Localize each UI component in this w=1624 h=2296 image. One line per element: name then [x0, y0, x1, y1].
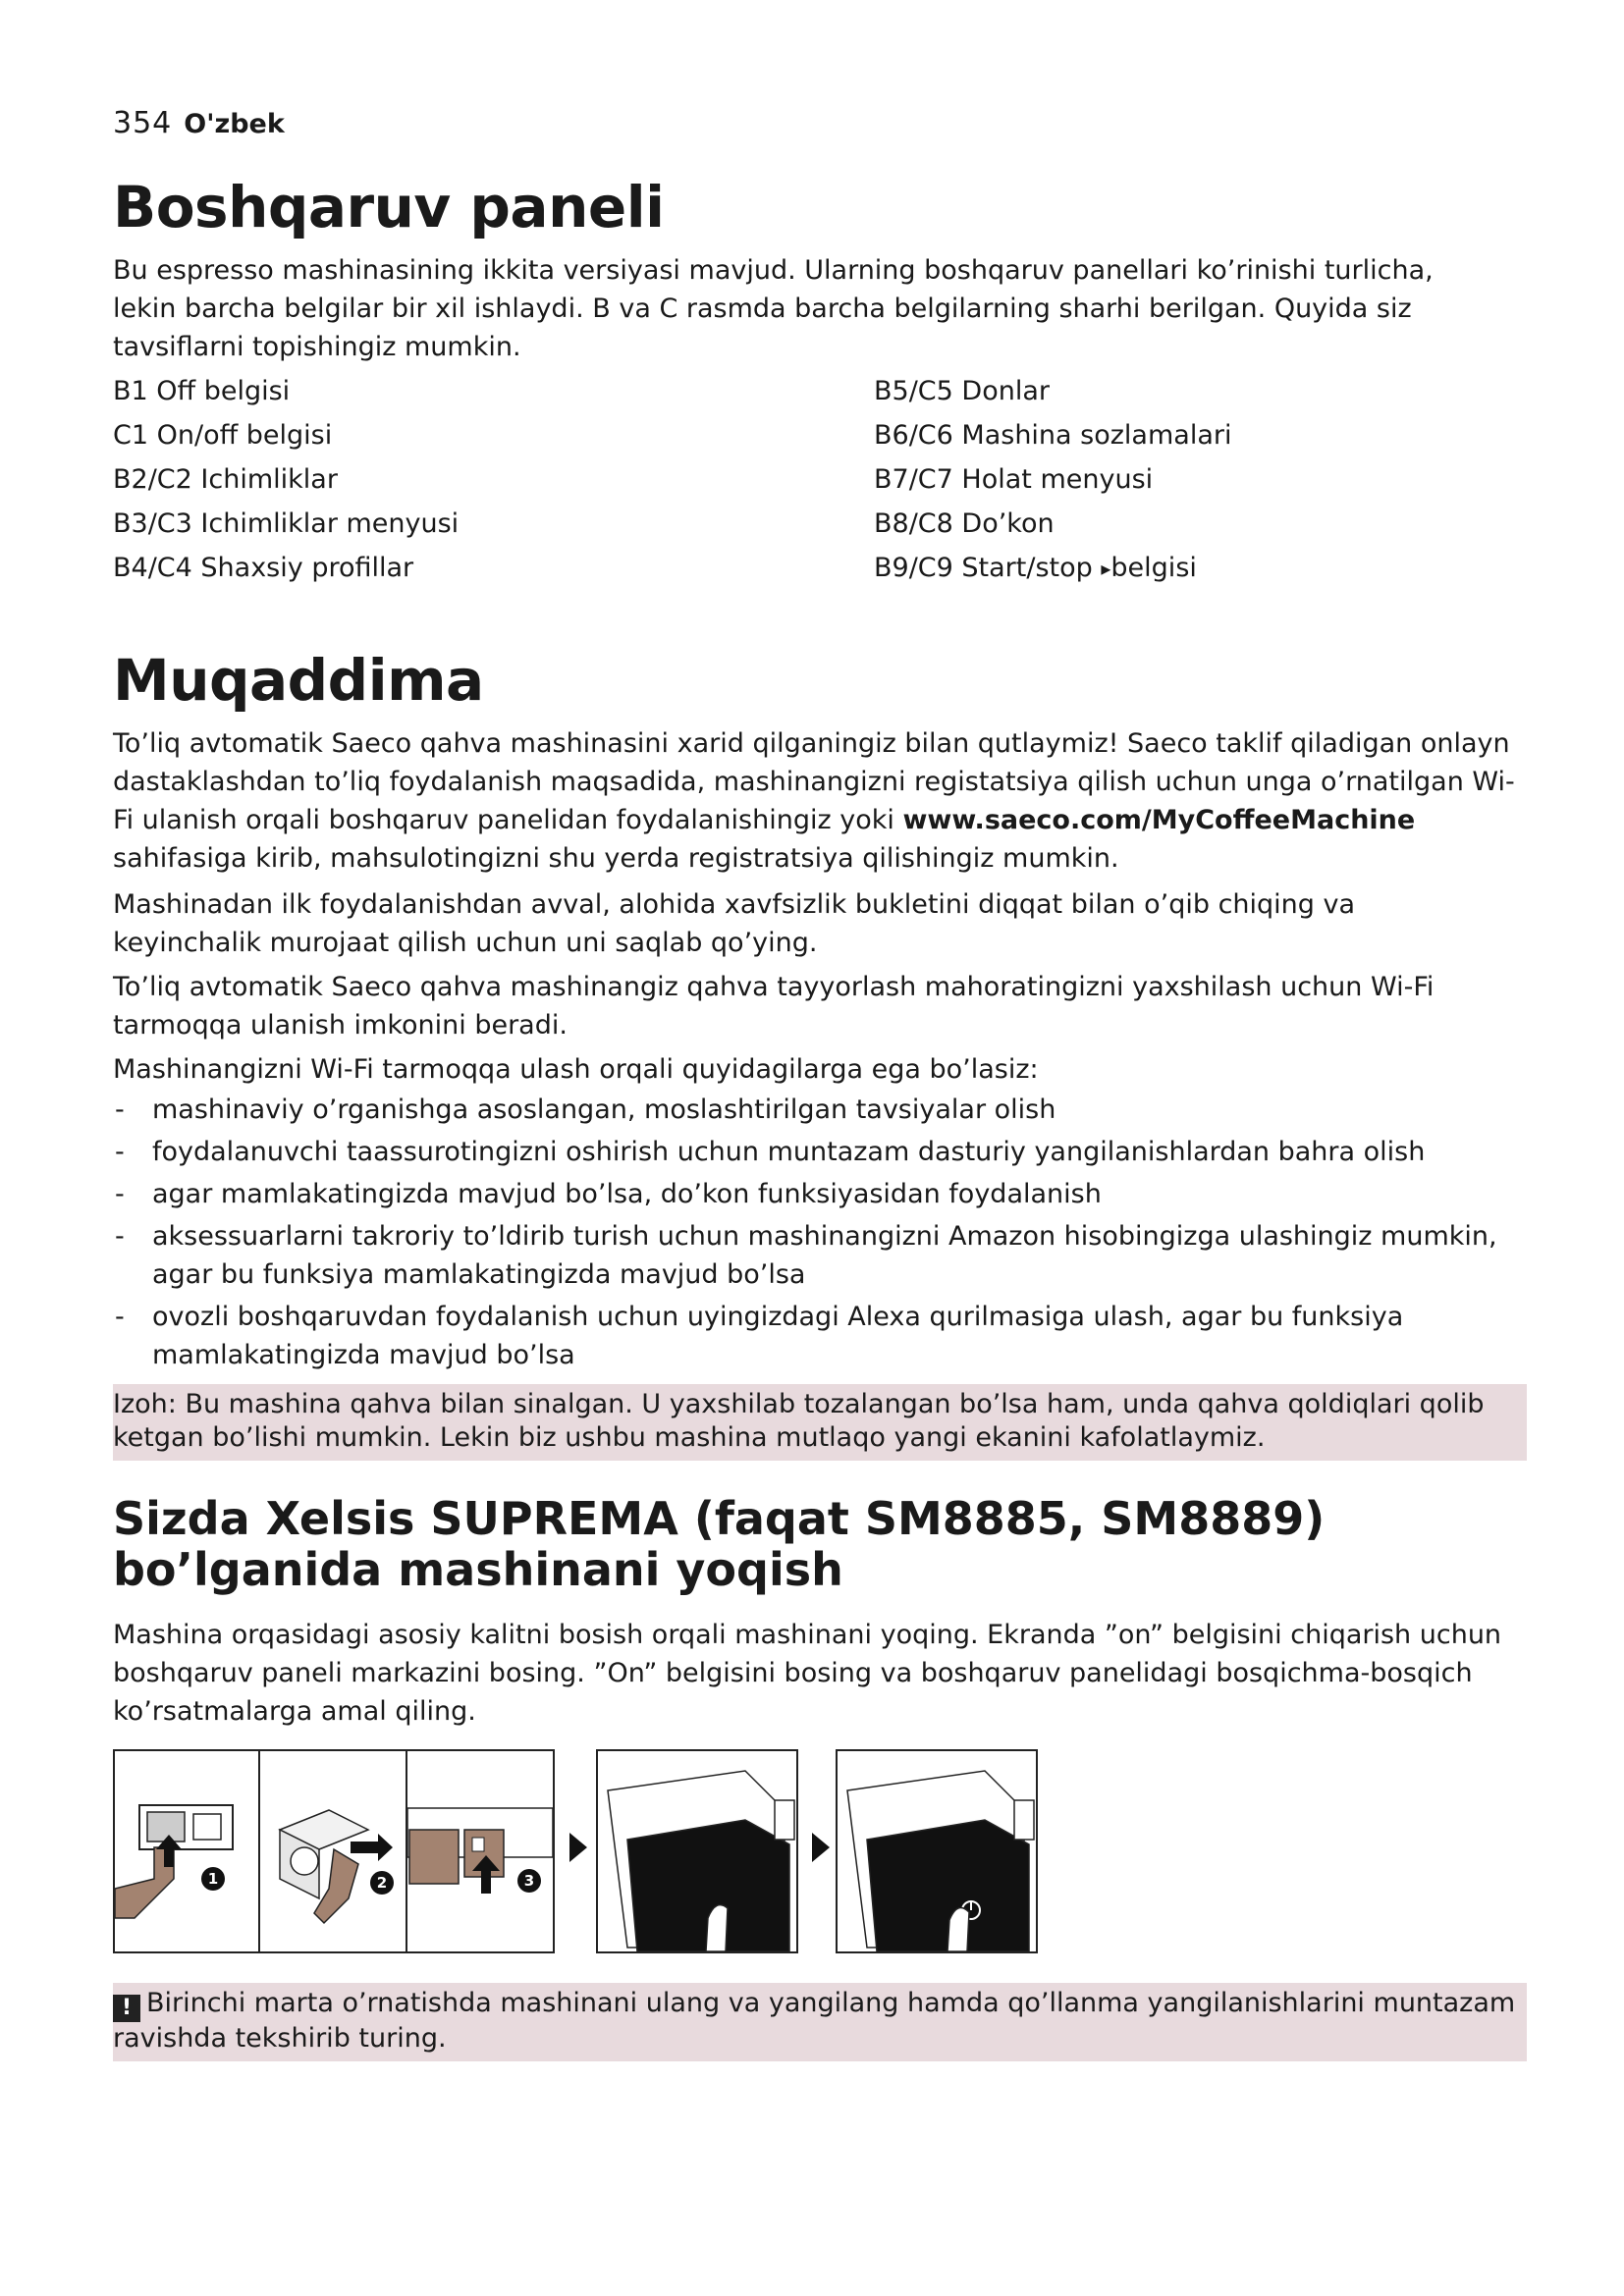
page-header: [113, 106, 285, 140]
list-item: - foydalanuvchi taassurotingizni oshirish uchun muntazam dasturiy yangilanishlardan bahra olish: [113, 1133, 1507, 1171]
section-title-switch-on: Sizda Xelsis SUPREMA (faqat SM8885, SM8889) bo’lganida mashinani yoqish: [113, 1492, 1326, 1596]
wall-plug-illustration: [260, 1751, 407, 1951]
section-title-introduction: Muqaddima: [113, 647, 484, 714]
step-panel-3: [406, 1749, 555, 1953]
legend-item: B2/C2 Ichimliklar: [113, 464, 338, 495]
on-icon-press-illustration: [838, 1751, 1036, 1951]
control-panel-press-illustration: [598, 1751, 796, 1951]
power-socket-illustration: [115, 1751, 260, 1951]
page-number: 354: [113, 106, 173, 140]
main-switch-illustration: [407, 1751, 553, 1951]
step-panel-5: [836, 1749, 1038, 1953]
intro-paragraph-1: To’liq avtomatik Saeco qahva mashinasini xarid qilganingiz bilan qutlaymiz! Saeco taklif qiladigan onlayn dastaklashdan to’liq foydalanish maqsadida, mashinangizni registatsiya qilish uchun unga o’rnatilgan Wi-Fi ulanish orqali boshqaruv panelidan foydalanishingiz yoki www.saeco.com/MyCoffeeMachine sahifasiga kirib, mahsulotingizni shu yerda registratsiya qilishingiz mumkin.: [113, 728, 1515, 874]
next-step-arrow-icon: [569, 1833, 587, 1862]
legend-item: B3/C3 Ichimliklar menyusi: [113, 508, 460, 539]
switch-on-paragraph: Mashina orqasidagi asosiy kalitni bosish orqali mashinani yoqing. Ekranda ”on” belgisini chiqarish uchun boshqaruv paneli markazini bosing. ”On” belgisini bosing va boshqaruv panelidagi bosqichma-bosqich ko’rsatmalarga amal qiling.: [113, 1620, 1502, 1727]
switch-on-illustration: [113, 1749, 1095, 1951]
step-number-badge: 1: [201, 1867, 225, 1891]
note-box: Izoh: Bu mashina qahva bilan sinalgan. U yaxshilab tozalangan bo’lsa ham, unda qahva qoldiqlari qolib ketgan bo’lishi mumkin. Lekin biz ushbu mashina mutlaqo yangi ekanini kafolatlaymiz.: [113, 1384, 1527, 1461]
language-label: O'zbek: [184, 109, 285, 139]
legend-item: B1 Off belgisi: [113, 376, 291, 406]
step-number-badge: 3: [517, 1869, 541, 1893]
list-item: - ovozli boshqaruvdan foydalanish uchun uyingizdagi Alexa qurilmasiga ulash, agar bu funksiya mamlakatingizda mavjud bo’lsa: [113, 1298, 1507, 1374]
list-item: - mashinaviy o’rganishga asoslangan, moslashtirilgan tavsiyalar olish: [113, 1091, 1507, 1129]
legend-item: C1 On/off belgisi: [113, 420, 333, 451]
intro-paragraph-2: Mashinadan ilk foydalanishdan avval, alohida xavfsizlik bukletini diqqat bilan o’qib chiqing va keyinchalik murojaat qilish uchun uni saqlab qo’ying.: [113, 889, 1356, 958]
intro-paragraph-3: To’liq avtomatik Saeco qahva mashinangiz qahva tayyorlash mahoratingizni yaxshilash uchun Wi-Fi tarmoqqa ulanish imkonini beradi.: [113, 972, 1435, 1041]
step-panel-4: [596, 1749, 798, 1953]
legend-item: B4/C4 Shaxsiy profillar: [113, 553, 414, 583]
register-link[interactable]: www.saeco.com/MyCoffeeMachine: [902, 805, 1416, 835]
control-panel-intro: Bu espresso mashinasining ikkita versiyasi mavjud. Ularning boshqaruv panellari ko’rinishi turlicha, lekin barcha belgilar bir xil ishlaydi. B va C rasmda barcha belgilarning sharhi berilgan. Quyida siz tavsiflarni topishingiz mumkin.: [113, 255, 1434, 362]
step-panel-2: [258, 1749, 409, 1953]
start-stop-icon: ▸: [1101, 557, 1111, 580]
legend-item: B5/C5 Donlar: [874, 376, 1050, 406]
section-title-control-panel: Boshqaruv paneli: [113, 174, 665, 240]
warning-box: ! Birinchi marta o’rnatishda mashinani ulang va yangilang hamda qo’llanma yangilanishlarini muntazam ravishda tekshirib turing.: [113, 1983, 1527, 2061]
step-number-badge: 2: [370, 1871, 394, 1895]
warning-icon: !: [113, 1995, 140, 2022]
legend-item: B6/C6 Mashina sozlamalari: [874, 420, 1232, 451]
list-item: - aksessuarlarni takroriy to’ldirib turish uchun mashinangizni Amazon hisobingizga ulashingiz mumkin, agar bu funksiya mamlakatingizda mavjud bo’lsa: [113, 1217, 1507, 1294]
intro-paragraph-4: Mashinangizni Wi-Fi tarmoqqa ulash orqali quyidagilarga ega bo’lasiz:: [113, 1054, 1039, 1085]
legend-list: [113, 373, 1527, 587]
next-step-arrow-icon: [812, 1833, 830, 1862]
step-panel-1: [113, 1749, 262, 1953]
list-item: - agar mamlakatingizda mavjud bo’lsa, do’kon funksiyasidan foydalanish: [113, 1175, 1507, 1213]
legend-item: B7/C7 Holat menyusi: [874, 464, 1154, 495]
benefits-list: [113, 1091, 1507, 1378]
legend-item: B8/C8 Do’kon: [874, 508, 1055, 539]
legend-item-start-stop: B9/C9 Start/stop ▸belgisi: [874, 553, 1197, 583]
